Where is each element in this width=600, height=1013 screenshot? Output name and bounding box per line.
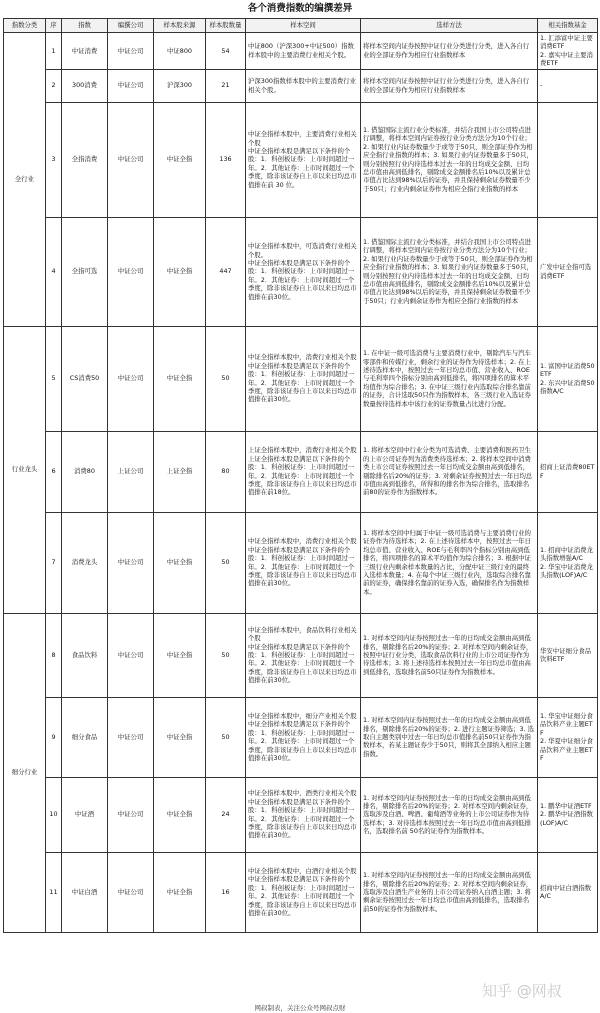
row-no: 5 <box>46 326 62 431</box>
page-title: 各个消费指数的编撰差异 <box>247 3 353 14</box>
row-count: 54 <box>206 33 246 70</box>
row-company: 中证公司 <box>108 326 154 431</box>
row-no: 1 <box>46 33 62 70</box>
row-related-funds: 1. 富国中证消费50ETF 2. 东兴中证消费50指数A/C <box>538 326 598 431</box>
row-company: 中证公司 <box>108 33 154 70</box>
row-count: 16 <box>206 852 246 932</box>
row-company: 中证公司 <box>108 512 154 613</box>
footer-note: 网叔制表，关注公众号网叔点财 <box>254 1004 346 1012</box>
index-comparison-table <box>3 18 598 933</box>
row-selection-method: 将样本空间内证券按照中证行业分类进行分类，进入各自行业的全部证券作为相应行业指数样本 <box>361 33 538 70</box>
header-no: 序 <box>46 19 62 33</box>
category-cell: 行业龙头 <box>4 326 46 613</box>
row-sample-space: 中证全指样本股中，消费行业相关个股 中证全指样本股是满足以下条件的个股：1．科创板证券：上市时间超过一年。2．其他证券：上市时间超过一个季度，除非该证券自上市以来日均总市值排在前30位。 <box>246 326 361 431</box>
row-index: CS消费50 <box>62 326 108 431</box>
row-no: 9 <box>46 697 62 777</box>
row-sample-space: 沪深300指数样本股中的主要消费行业相关个股。 <box>246 69 361 102</box>
row-no: 7 <box>46 512 62 613</box>
row-selection-method: 将样本空间内证券按照中证行业分类进行分类，进入各自行业的全部证券作为相应行业指数样本 <box>361 69 538 102</box>
row-source: 中证全指 <box>154 697 206 777</box>
row-selection-method: 1. 对样本空间内证券按照过去一年的日均成交金额由高到低排名，剔除排名后20%的证券；2. 对样本空间内剩余证券，按照中证行业分类，选取食品饮料行业的上市公司证券作为待选样本；3. 将上述待选样本按照过去一年日均总市值由高到低排名，选取排名前50只证券作为指数样本。 <box>361 613 538 697</box>
row-sample-space: 中证800（沪深300+中证500）指数样本股中的主要消费行业相关个股。 <box>246 33 361 70</box>
row-company: 中证公司 <box>108 217 154 326</box>
row-source: 中证800 <box>154 33 206 70</box>
row-count: 21 <box>206 69 246 102</box>
row-no: 6 <box>46 431 62 512</box>
category-cell: 全行业 <box>4 33 46 327</box>
table-row <box>4 69 598 102</box>
watermark: 知乎 @网叔 <box>482 982 562 1000</box>
row-sample-space: 上证全指样本股中，消费行业相关个股 上证全指样本股是满足以下条件的个股：1．科创板证券：上市时间超过一年。2．其他证券：上市时间超过一个季度，除非该证券自上市以来日均总市值排在前18位。 <box>246 431 361 512</box>
row-count: 50 <box>206 512 246 613</box>
row-sample-space: 中证全指样本股中，主要消费行业相关个股 中证全指样本股是满足以下条件的个股：1．科创板证券：上市时间超过一年。2．其他证券：上市时间超过一个季度，除非该证券自上市以来日均总市值排在前 30 位。 <box>246 102 361 217</box>
row-count: 24 <box>206 777 246 852</box>
row-source: 中证全指 <box>154 217 206 326</box>
row-company: 中证公司 <box>108 102 154 217</box>
table-row <box>4 102 598 217</box>
row-selection-method: 1. 借鉴国际主流行业分类标准，并结合我国上市公司特点进行调整，将样本空间内证券按行业分类方法分为10个行业；2. 如果行业内证券数量少于或等于50只，则全部证券作为相应全指行业指数的样本；3. 如果行业内证券数量多于50只，则分别按照行业内待选样本过去一年的日均成交金额、日均总市值由高到低排名，剔除成交金额排名后10%以及累计总市值占比达到98%以后的证券，并且保持剩余证券数量不少于50只；行业内剩余证券作为相应全指行业指数的样本 <box>361 217 538 326</box>
row-source: 中证全指 <box>154 326 206 431</box>
row-company: 中证公司 <box>108 613 154 697</box>
row-related-funds: 华安中证细分食品饮料ETF <box>538 613 598 697</box>
header-count: 样本股数量 <box>206 19 246 33</box>
row-related-funds: - <box>538 69 598 102</box>
header-space: 样本空间 <box>246 19 361 33</box>
row-related-funds: 招商中证白酒指数A/C <box>538 852 598 932</box>
row-related-funds: 1. 招商中证消费龙头指数增强A/C 2. 华宝中证消费龙头指数(LOF)A/C <box>538 512 598 613</box>
row-index: 全指可选 <box>62 217 108 326</box>
row-source: 上证全指 <box>154 431 206 512</box>
table-row <box>4 613 598 697</box>
row-selection-method: 1. 在中证一级可选消费与主要消费行业中，剔除汽车与汽车零部件和传媒行业，剩余行业的证券作为待选样本；2. 在上述待选样本中，按照过去一年日均总市值、营业收入、ROE与毛利率四个指标分别由高到低排名，将四项排名的算术平均值作为综合排名；3. 在中证三级行业内选取综合排名靠前的证券，合计选取50只作为指数样本，各三级行业入选证券数量按待选样本中该行业的证券数量占比进行分配。 <box>361 326 538 431</box>
row-count: 80 <box>206 431 246 512</box>
row-sample-space: 中证全指样本股中，白酒行业相关个股 中证全指样本股是满足以下条件的个股：1．科创板证券：上市时间超过一年。2．其他证券：上市时间超过一个季度，除非该证券自上市以来日均总市值排在前30位。 <box>246 852 361 932</box>
row-company: 上证公司 <box>108 431 154 512</box>
row-related-funds <box>538 102 598 217</box>
row-selection-method: 1. 借鉴国际主流行业分类标准，并结合我国上市公司特点进行调整，将样本空间内证券按行业分类方法分为10个行业；2. 如果行业内证券数量少于或等于50只，则全部证券作为相应全指行业指数的样本；3. 如果行业内证券数量多于50只，则分别按照行业内待选样本过去一年的日均成交金额、日均总市值由高到低排名，剔除成交金额排名后10%以及累计总市值占比达到98%以后的证券，并且保持剩余证券数量不少于50只；行业内剩余证券作为相应全指行业指数的样本 <box>361 102 538 217</box>
row-related-funds: 招商上证消费80ETF <box>538 431 598 512</box>
header-method: 选样方法 <box>361 19 538 33</box>
row-selection-method: 1. 将样本空间中行业分类为可选消费、主要消费和医药卫生的上市公司证券列为消费类待选样本；2. 将样本空间中消费类上市公司证券按照过去一年日均成交金额由高到低排名，剔除排名后20%的证券；3. 对剩余证券按照过去一年日均总市值由高到低排名，所得和的排名作为综合排名，选取排名前80的证券作为指数样本。 <box>361 431 538 512</box>
row-related-funds: 1. 汇添富中证主要消费ETF 2. 嘉实中证主要消费ETF <box>538 33 598 70</box>
row-related-funds: 1. 华宝中证细分食品饮料产业主题ETF 2. 华夏中证细分食品饮料产业主题ETF <box>538 697 598 777</box>
row-no: 3 <box>46 102 62 217</box>
row-company: 中证公司 <box>108 69 154 102</box>
row-related-funds: 广发中证全指可选消费ETF <box>538 217 598 326</box>
header-index: 指数 <box>62 19 108 33</box>
row-source: 中证全指 <box>154 512 206 613</box>
row-source: 沪深300 <box>154 69 206 102</box>
header-category: 指数分类 <box>4 19 46 33</box>
row-source: 中证全指 <box>154 102 206 217</box>
row-no: 8 <box>46 613 62 697</box>
row-selection-method: 1. 将样本空间中归属于中证一级可选消费与主要消费行业的证券作为待选样本；2. 在上述待选样本中，按照过去一年日均总市值、营业收入、ROE与毛利率四个指标分别由高到低排名，将四项排名的算术平均值作为综合排名；3. 根据中证三级行业内剩余样本数量的占比，分配中证三级行业的最终入选样本数量；4. 在每个中证三级行业内，选取综合排名靠前的证券，确保排名靠前的证券入选，确保排名作为指数样本。 <box>361 512 538 613</box>
row-index: 细分食品 <box>62 697 108 777</box>
table-row <box>4 33 598 70</box>
row-source: 中证全指 <box>154 852 206 932</box>
header-row <box>4 19 598 33</box>
row-no: 4 <box>46 217 62 326</box>
row-index: 全指消费 <box>62 102 108 217</box>
row-no: 10 <box>46 777 62 852</box>
row-count: 447 <box>206 217 246 326</box>
table-row <box>4 512 598 613</box>
table-row <box>4 777 598 852</box>
row-count: 50 <box>206 326 246 431</box>
row-selection-method: 1. 对样本空间内证券按照过去一年的日均成交金额由高到低排名，剔除排名后20%的证券；2. 对样本空间内剩余证券，选取涉及白酒、啤酒、葡萄酒等业务的上市公司证券作为待选样本；3. 对待选样本按照过去一年日均总市值由高到低排名，选取排名前 50名的证券作为指数样本。 <box>361 777 538 852</box>
header-source: 样本股来源 <box>154 19 206 33</box>
table-row <box>4 326 598 431</box>
row-count: 50 <box>206 697 246 777</box>
row-index: 300消费 <box>62 69 108 102</box>
row-sample-space: 中证全指样本股中，食品饮料行业相关个股 中证全指样本股是满足以下条件的个股：1．科创板证券：上市时间超过一年。2．其他证券：上市时间超过一个季度，除非该证券自上市以来日均总市值排在前30位。 <box>246 613 361 697</box>
row-related-funds: 1. 鹏华中证酒ETF 2. 鹏华中证酒指数(LOF)A/C <box>538 777 598 852</box>
row-index: 中证白酒 <box>62 852 108 932</box>
row-no: 11 <box>46 852 62 932</box>
row-source: 中证全指 <box>154 777 206 852</box>
row-company: 中证公司 <box>108 697 154 777</box>
row-sample-space: 中证全指样本股中，酒类行业相关个股 中证全指样本股是满足以下条件的个股：1．科创板证券：上市时间超过一年。2．其他证券：上市时间超过一个季度，除非该证券自上市以来日均总市值排在前30位。 <box>246 777 361 852</box>
row-selection-method: 1. 对样本空间内证券按照过去一年的日均成交金额由高到低排名，剔除排名后20%的证券；2. 对样本空间内剩余证券，选取涉及白酒生产业务的上市公司证券纳入白酒主题；3. 将剩余证券按照过去一年日均总市值由高到低排名，选取排名前50的证券作为指数样本。 <box>361 852 538 932</box>
table-row <box>4 431 598 512</box>
row-index: 消费80 <box>62 431 108 512</box>
table-row <box>4 217 598 326</box>
row-sample-space: 中证全指样本股中，消费行业相关个股 中证全指样本股是满足以下条件的个股：1．科创板证券：上市时间超过一年。2．其他证券：上市时间超过一个季度，除非该证券自上市以来日均总市值排在前30位。 <box>246 512 361 613</box>
table-row <box>4 697 598 777</box>
row-no: 2 <box>46 69 62 102</box>
row-sample-space: 中证全指样本股中，可选消费行业相关个股。 中证全指样本股是满足以下条件的个股：1．科创板证券：上市时间超过一年。2．其他证券：上市时间超过一个季度，除非该证券自上市以来日均总市值排在前30位。 <box>246 217 361 326</box>
category-cell: 细分行业 <box>4 613 46 932</box>
row-index: 食品饮料 <box>62 613 108 697</box>
header-company: 编撰公司 <box>108 19 154 33</box>
row-company: 中证公司 <box>108 777 154 852</box>
row-index: 中证酒 <box>62 777 108 852</box>
row-count: 50 <box>206 613 246 697</box>
row-count: 136 <box>206 102 246 217</box>
row-source: 中证全指 <box>154 613 206 697</box>
header-funds: 相关指数基金 <box>538 19 598 33</box>
table-row <box>4 852 598 932</box>
row-sample-space: 中证全指样本股中，细分产业相关个股 中证全指样本股是满足以下条件的个股：1．科创板证券：上市时间超过一年。2．其他证券：上市时间超过一个季度，除非该证券自上市以来日均总市值排在前30位。 <box>246 697 361 777</box>
row-index: 中证消费 <box>62 33 108 70</box>
row-index: 消费龙头 <box>62 512 108 613</box>
row-company: 中证公司 <box>108 852 154 932</box>
row-selection-method: 1. 对样本空间内证券按照过去一年的日均成交金额由高到低排名，剔除排名后20%的证券；2. 进行主题证券筛选；3. 选取自主题类别中过去一年日均总市值排名前50只证券作为指数样本，若某主题证券少于50只，则将其全部纳入相应主题指数。 <box>361 697 538 777</box>
